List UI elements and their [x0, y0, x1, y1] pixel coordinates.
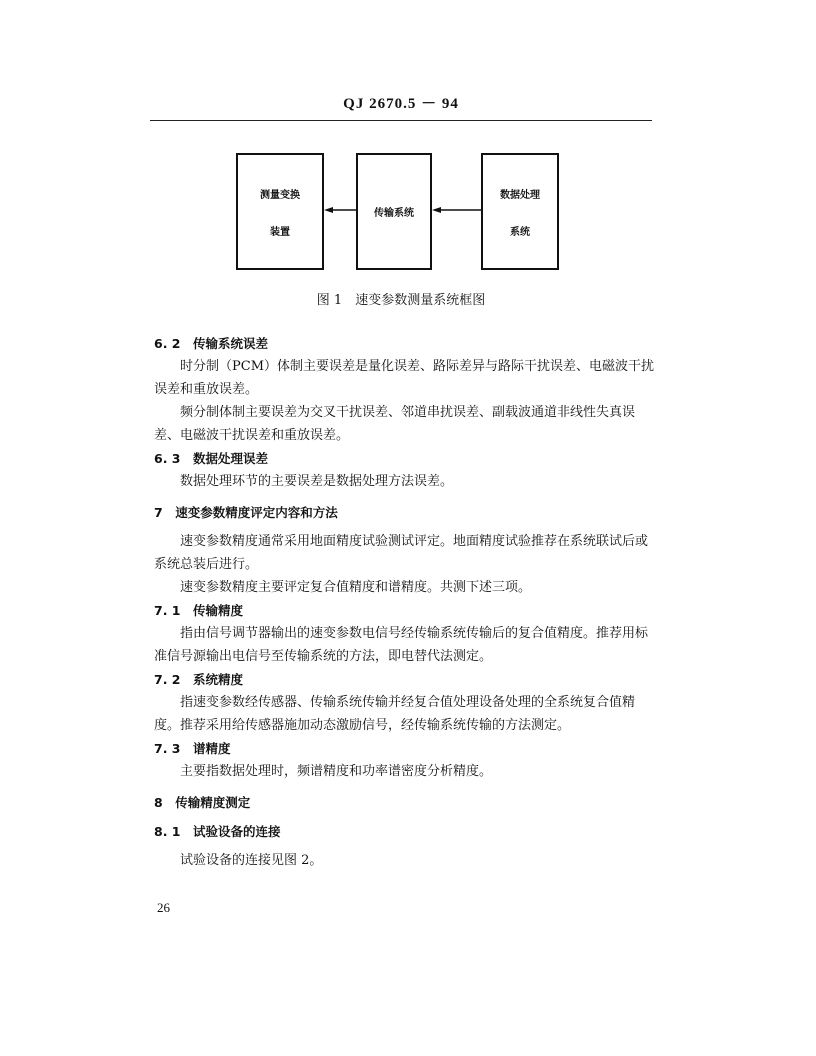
measurement-conversion-box: [236, 153, 324, 270]
section-heading: 6. 2 传输系统误差: [154, 336, 268, 351]
paragraph: 频分制体制主要误差为交叉干扰误差、邻道串扰误差、副载波通道非线性失真误差、电磁波干扰误差和重放误差。: [154, 405, 636, 443]
box-label: 数据处理: [500, 189, 540, 201]
paragraph: 速变参数精度通常采用地面精度试验测试评定。地面精度试验推荐在系统联试后或系统总装后进行。: [154, 534, 649, 572]
paragraph: 数据处理环节的主要误差是数据处理方法误差。: [180, 474, 454, 489]
box-label: 装置: [270, 226, 290, 238]
page-number: 26: [157, 900, 170, 915]
section-heading: 7. 2 系统精度: [154, 672, 243, 687]
section-heading: 7. 3 谱精度: [154, 741, 231, 756]
data-processing-box: [481, 153, 559, 270]
paragraph: 试验设备的连接见图 2。: [180, 853, 323, 868]
paragraph: 时分制（PCM）体制主要误差是量化误差、路际差异与路际干扰误差、电磁波干扰误差和重放误差。: [154, 359, 655, 397]
section-heading: 8 传输精度测定: [154, 795, 251, 810]
paragraph: 指速变参数经传感器、传输系统传输并经复合值处理设备处理的全系统复合值精度。推荐采用给传感器施加动态激励信号，经传输系统传输的方法测定。: [154, 695, 636, 733]
page-header: QJ 2670.5 － 94: [343, 96, 459, 112]
arrowhead-b: [432, 207, 441, 213]
paragraph: 主要指数据处理时，频谱精度和功率谱密度分析精度。: [180, 764, 493, 779]
header-rule: [150, 120, 652, 121]
arrowhead-a: [324, 207, 333, 213]
document-body: [154, 332, 659, 872]
paragraph: 指由信号调节器输出的速变参数电信号经传输系统传输后的复合值精度。推荐用标准信号源输出电信号至传输系统的方法，即电替代法测定。: [154, 626, 649, 664]
box-label: 系统: [510, 226, 530, 238]
section-heading: 8. 1 试验设备的连接: [154, 824, 281, 839]
box-label: 传输系统: [374, 208, 414, 219]
section-heading: 6. 3 数据处理误差: [154, 451, 268, 466]
paragraph: 速变参数精度主要评定复合值精度和谱精度。共测下述三项。: [180, 580, 532, 595]
box-label: 测量变换: [260, 189, 300, 201]
section-heading: 7. 1 传输精度: [154, 603, 243, 618]
figure-caption: 图 1 速变参数测量系统框图: [316, 293, 486, 308]
transmission-system-box: [356, 153, 432, 270]
section-heading: 7 速变参数精度评定内容和方法: [154, 505, 338, 520]
